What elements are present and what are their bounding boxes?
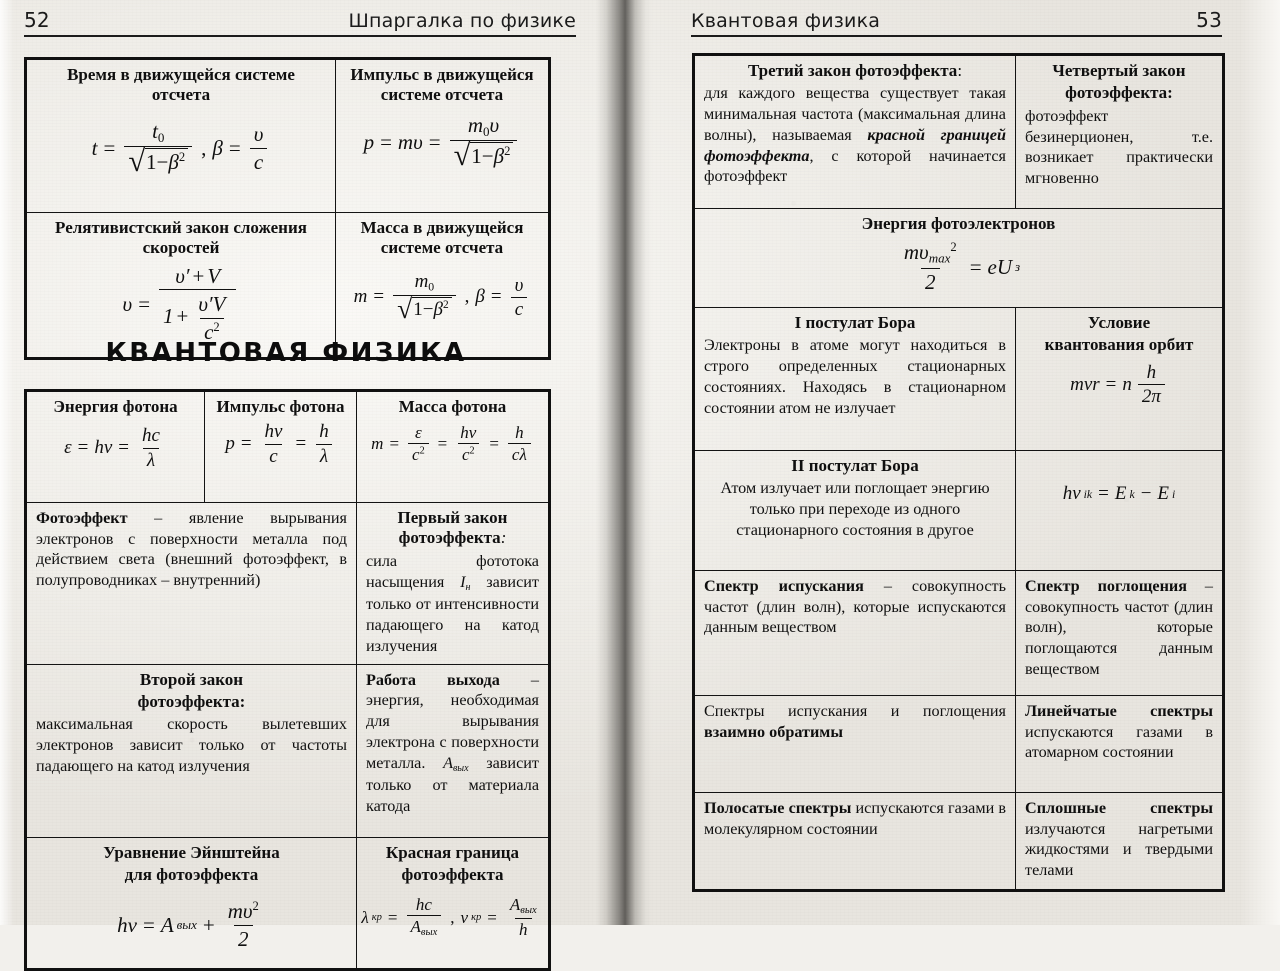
reversible-a: Спектры испускания и поглощения (704, 702, 1006, 720)
cell-velocity-addition (26, 213, 336, 359)
work-function-rest-b: зависит только от материала катода (366, 753, 540, 816)
cell-title: Время в движущейся системе отсчета (67, 65, 295, 105)
cell-photoeffect-definition (26, 503, 357, 665)
table-row (694, 696, 1224, 793)
cell-title-line1: Четвертый закон (1052, 61, 1186, 80)
cell-title-line2: фотоэффекта: (1065, 83, 1173, 103)
table-row (26, 664, 550, 837)
absorption-rest: – совокупность частот (длин волн), которые поглощаются данным веществом (1025, 577, 1213, 678)
formula-time-dilation: t = $t_0$ √ $1-\beta^2$ , β = $\frac{\upsilon}{c}$ (36, 120, 326, 178)
table-row (694, 308, 1224, 451)
left-head-rule (24, 35, 576, 37)
law1-body (366, 551, 539, 657)
formula-photon-energy: ε = hν = $\frac{hc}{\lambda}$ (64, 425, 160, 471)
formula-mass-moving: m = $m_0$ √ $1-\beta^2$ , β = $\frac{\upsilon}{c}$ (345, 271, 539, 325)
law4-body: фотоэффект безинерционен, т.е. возникает практически мгновенно (1025, 106, 1213, 187)
work-function-lead: Работа выхода (366, 670, 500, 689)
right-head-rule (691, 35, 1222, 37)
cell-title-line1: Уравнение Эйнштейна (103, 842, 280, 862)
work-function-rest-a: – энергия, необходимая для вырывания электрона с поверхности металла. (366, 670, 539, 772)
table-row (694, 55, 1224, 209)
formula-momentum-moving: p = mυ = $m_0\upsilon$ √ $1-\beta^2$ (345, 114, 539, 172)
section-title: КВАНТОВАЯ ФИЗИКА (105, 338, 467, 368)
reversible-spectra-text (704, 701, 1006, 742)
cell-law4 (1016, 55, 1224, 209)
right-folio: 53 (1196, 8, 1222, 32)
cell-red-border (357, 837, 550, 969)
table-row (694, 451, 1224, 571)
cell-orbit-quantization (1016, 308, 1224, 451)
law3-body (704, 83, 1006, 187)
law3-emphasis: красной границей фотоэффекта (704, 125, 1006, 165)
formula-orbit-quantization: mvr = n $\frac{h}{2\pi}$ (1025, 362, 1213, 408)
cell-line-spectra (1016, 696, 1224, 793)
cell-law1 (357, 503, 550, 665)
cell-einstein-equation (26, 837, 357, 969)
photoeffect-definition-text (36, 508, 347, 591)
band-spectra-text (704, 798, 1006, 839)
table-row (26, 391, 550, 503)
table-row (26, 59, 550, 213)
formula-photon-mass: m = $\frac{\varepsilon}{c^2}$ = $\frac{h\nu}{c^2}$ = $\frac{h}{c\lambda}$ (366, 423, 539, 465)
law2-body: максимальная скорость вылетевших электронов зависит только от частоты падающего на катод излучения (36, 715, 347, 775)
law1-symbol-I: I (460, 572, 466, 591)
law1-body-a: сила фототока насыщения (366, 551, 539, 591)
line-lead: Линейчатые спектры (1025, 702, 1213, 720)
cell-reversible-spectra (694, 696, 1016, 793)
cell-title-line1: Второй закон (139, 669, 244, 689)
cell-title (704, 61, 1006, 81)
law1-body-b: зависит только от интенсивности падающего на катод излучения (366, 572, 539, 655)
bohr1-body: Электроны в атоме могут находиться в строго определенных стационарных состояниях. Находясь в стационарном состоянии атом не излучает (704, 336, 1006, 417)
emission-rest: – совокупность частот (длин волн), которые испускаются данным веществом (704, 577, 1006, 637)
cell-bohr-postulate-2 (694, 451, 1016, 571)
cell-emission-spectrum (694, 571, 1016, 696)
right-running-head (691, 8, 1222, 42)
band-lead: Полосатые спектры (704, 799, 852, 817)
law3-colon: : (957, 61, 963, 80)
continuous-spectra-text (1025, 798, 1213, 881)
cell-title-line2: фотоэффекта (401, 864, 504, 884)
line-spectra-text (1025, 701, 1213, 763)
cell-photon-momentum (205, 391, 357, 503)
left-page (0, 0, 600, 951)
cell-title: Масса фотона (398, 397, 507, 416)
cell-title: Импульс фотона (216, 397, 345, 416)
cell-momentum-moving (336, 59, 550, 213)
photoeffect-lead: Фотоэффект (36, 509, 128, 527)
cell-absorption-spectrum (1016, 571, 1224, 696)
formula-bohr-transition: hν ik = E k − E i (1062, 483, 1176, 504)
table-row (26, 837, 550, 969)
law3-title: Третий закон фотоэффекта (747, 61, 958, 80)
cell-title-line2: квантования орбит (1044, 335, 1194, 355)
line-rest: испускаются газами в атомарном состоянии (1025, 722, 1213, 762)
cell-photoelectron-energy (694, 209, 1224, 308)
left-folio: 52 (24, 8, 50, 32)
formula-einstein: hν = A вых + $\frac{m\upsilon^2}{2}$ (117, 899, 259, 951)
cell-mass-moving (336, 213, 550, 359)
cell-title: Энергия фотоэлектронов (861, 214, 1056, 233)
cell-time-dilation (26, 59, 336, 213)
cell-bohr-postulate-1 (694, 308, 1016, 451)
absorption-spectrum-text (1025, 576, 1213, 680)
cell-continuous-spectra (1016, 793, 1224, 891)
right-running-head-title: Квантовая физика (691, 10, 881, 32)
cell-title-line1: Красная граница (385, 842, 520, 862)
band-rest: испускаются газами в молекулярном состоянии (704, 799, 1006, 838)
cell-title: Масса в движущейся системе отсчета (360, 218, 524, 258)
cell-title-line1: Условие (1087, 313, 1151, 332)
left-running-head-title: Шпаргалка по физике (348, 10, 576, 32)
table-row (694, 571, 1224, 696)
cell-photon-mass (357, 391, 550, 503)
reversible-b: взаимно обратимы (704, 722, 843, 741)
cell-bohr-transition (1016, 451, 1224, 571)
table-row (694, 209, 1224, 308)
emission-spectrum-text (704, 576, 1006, 638)
cell-title: Импульс в движущейся системе отсчета (350, 65, 534, 105)
formula-red-border: λ кр = $\frac{hc}{A_{вых}}$ , ν кр = $\frac{A_{вых}}{h}$ (361, 895, 537, 940)
table-row (26, 213, 550, 359)
law3-body-a: для каждого вещества существует такая минимальная частота (максимальная длина волны), называемая (704, 84, 1006, 144)
work-symbol-A-sub: вых (452, 762, 469, 774)
cell-title: I постулат Бора (794, 313, 916, 332)
table-row (694, 793, 1224, 891)
table-quantum (24, 389, 551, 971)
cell-title-line2: фотоэффекта: (137, 691, 246, 711)
cell-photon-energy (26, 391, 205, 503)
cell-law2 (26, 664, 357, 837)
formula-photon-momentum: p = $\frac{h\nu}{c}$ = $\frac{h}{\lambda}$ (214, 421, 347, 467)
cell-title: Релятивистский закон сложения скоростей (55, 218, 307, 258)
absorption-lead: Спектр поглощения (1025, 577, 1187, 595)
bohr2-body: Атом излучает или поглощает энергию только при переходе из одного стационарного состояния в другое (720, 479, 990, 539)
cell-work-function (357, 664, 550, 837)
table-quantum-right (692, 53, 1225, 892)
law1-title: Первый закон фотоэффекта (397, 508, 508, 548)
left-running-head (24, 8, 576, 42)
law3-body-b: , с которой начинается фотоэффект (704, 146, 1006, 186)
law1-symbol-I-sub: н (465, 581, 471, 593)
cont-lead: Сплошные спектры (1025, 799, 1213, 817)
right-page (645, 0, 1280, 925)
law1-colon: : (500, 528, 507, 548)
photoeffect-rest: – явление вырывания электронов с поверхности металла под действием света (внешний фотоэффект, в полупроводниках – внутренний) (36, 509, 347, 590)
table-relativity (24, 57, 551, 360)
formula-velocity-addition: υ = υ′ + V 1 + $\frac{\upsilon'V}{c^2}$ (36, 265, 326, 344)
formula-photoelectron-energy: $\frac{m\upsilon_{max}^2}{2}$ = eU з (903, 240, 1021, 294)
cell-band-spectra (694, 793, 1016, 891)
cell-title: Энергия фотона (53, 397, 178, 416)
work-symbol-A: A (443, 753, 453, 772)
cell-title: II постулат Бора (791, 456, 919, 475)
cell-title-line2: для фотоэффекта (124, 864, 259, 884)
cell-law3 (694, 55, 1016, 209)
work-function-text (366, 670, 539, 817)
cell-title (366, 508, 539, 549)
cont-rest: излучаются нагретыми жидкостями и твердыми телами (1025, 819, 1213, 880)
table-row (26, 503, 550, 665)
emission-lead: Спектр испускания (704, 577, 864, 595)
